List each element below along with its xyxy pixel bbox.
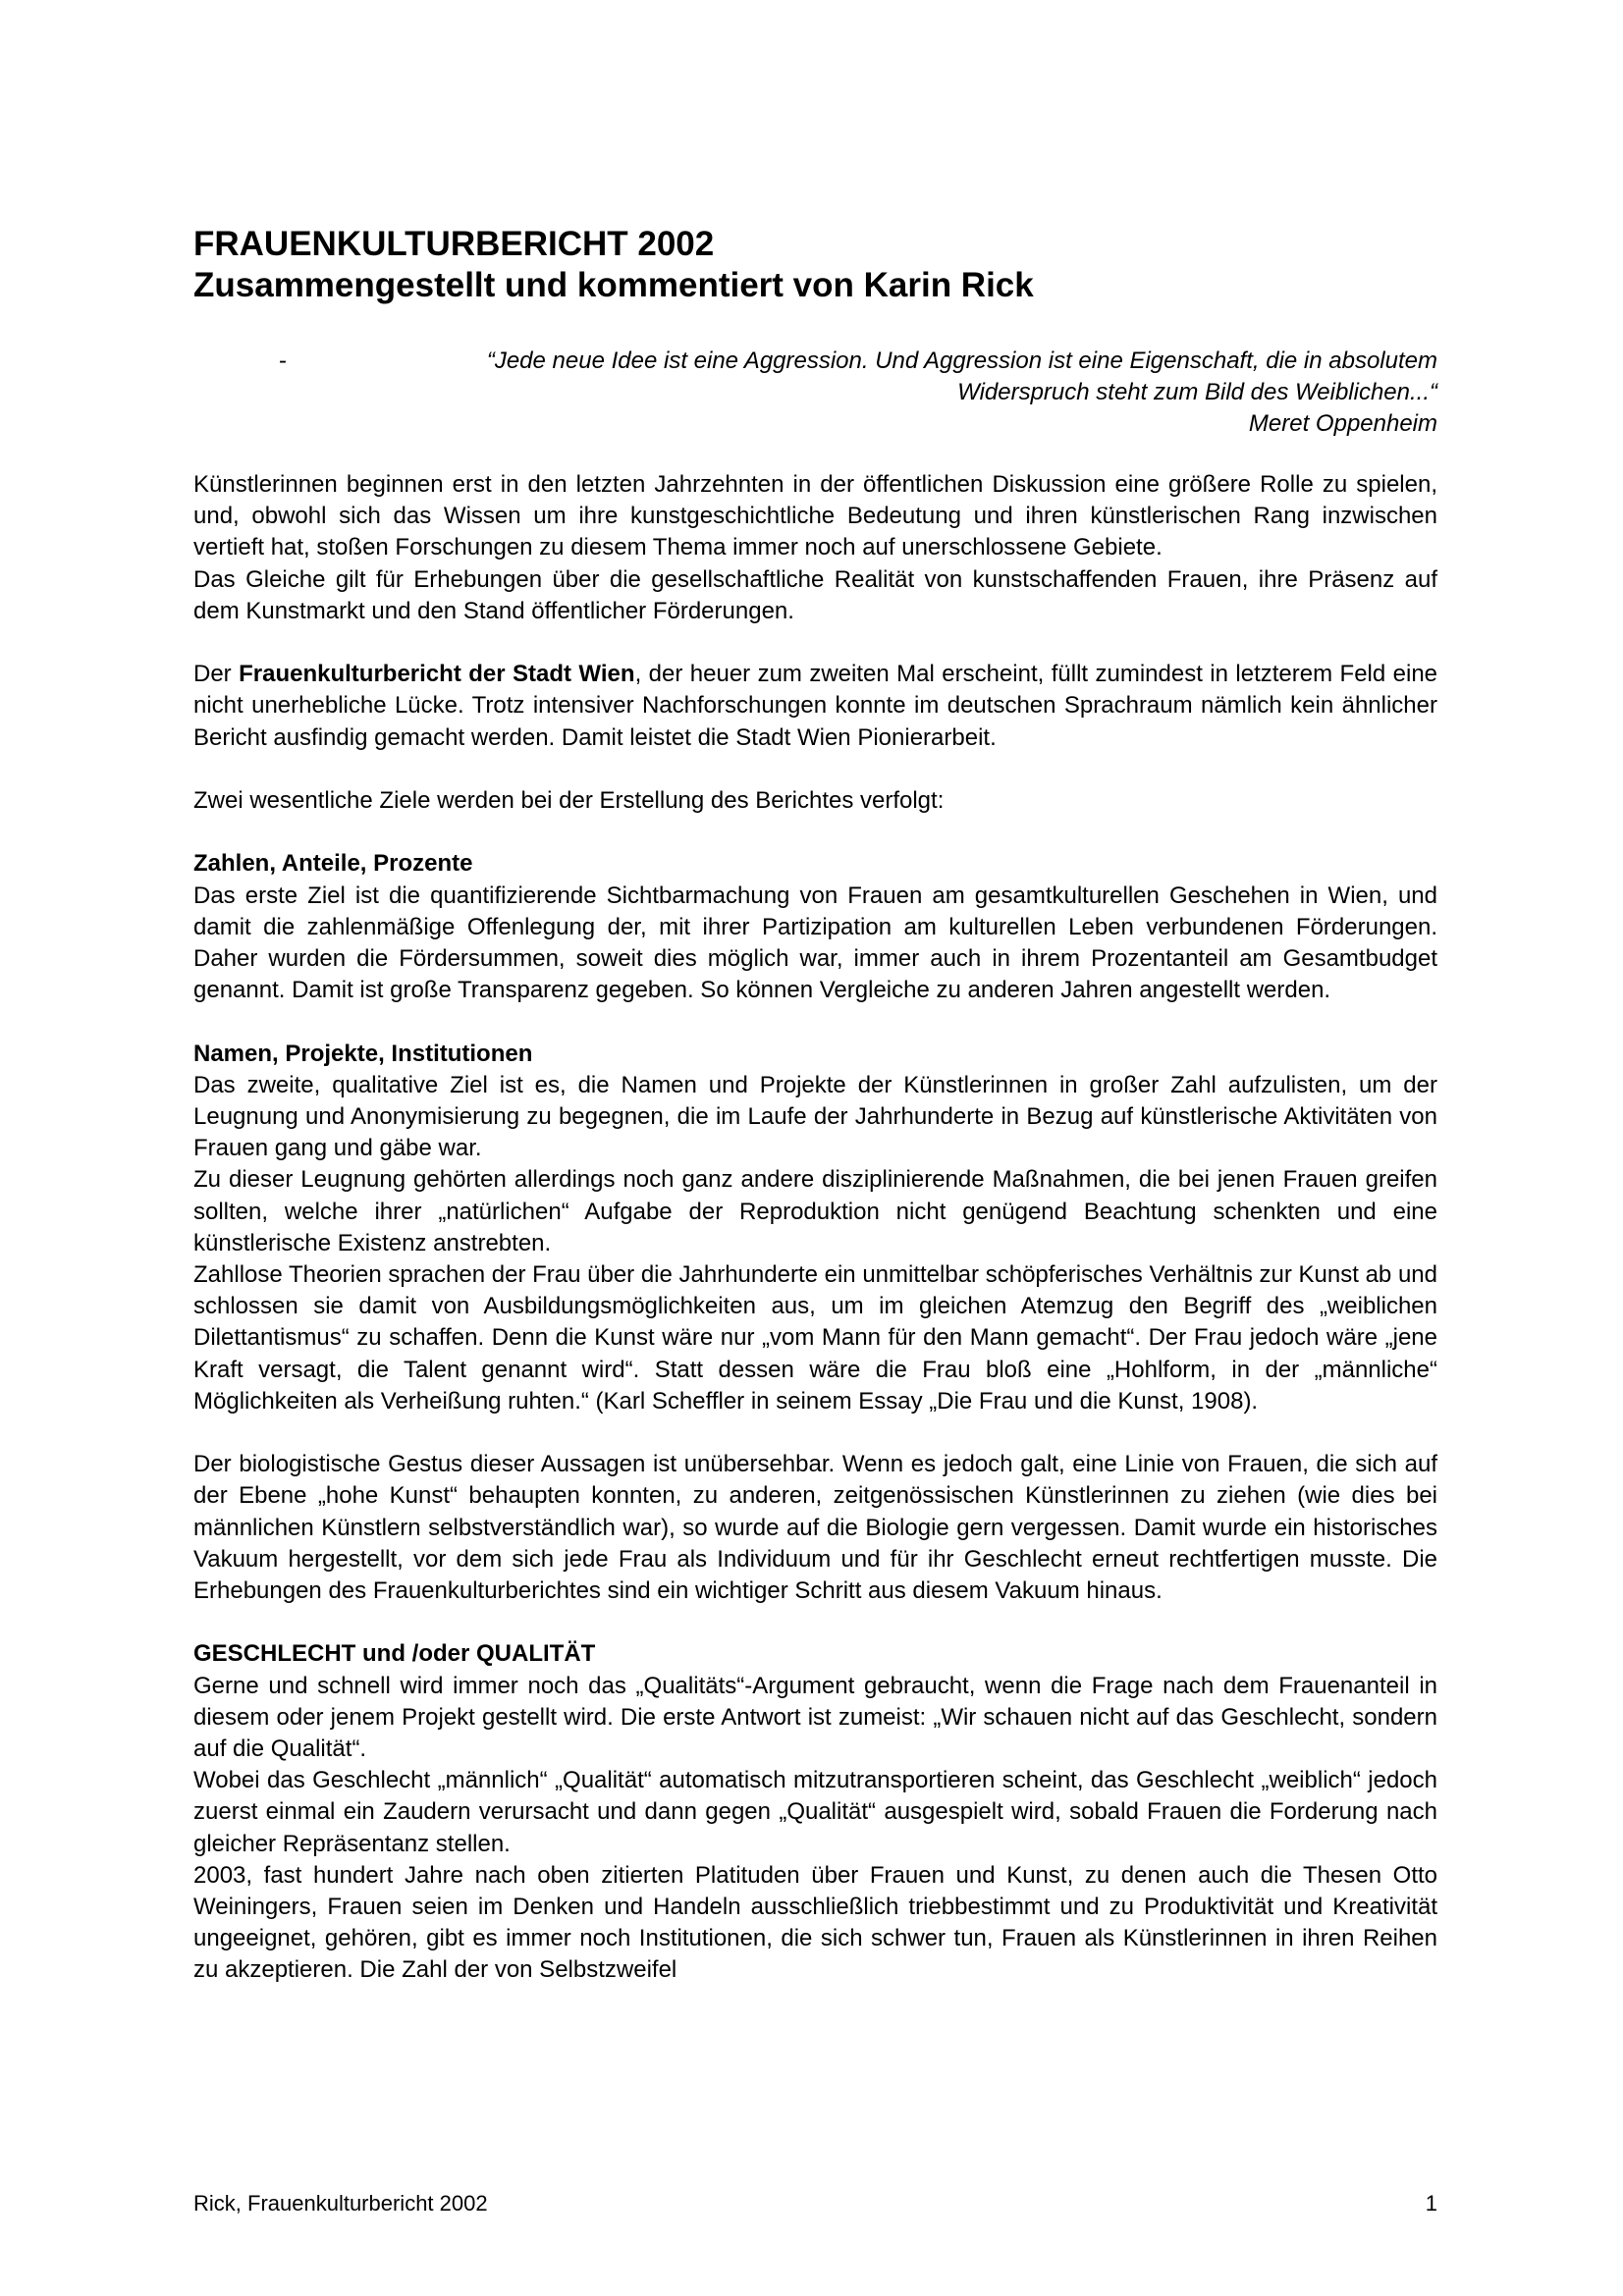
document-subtitle: Zusammengestellt und kommentiert von Karin Rick [193,266,1034,304]
paragraph: Das erste Ziel ist die quantifizierende Sichtbarmachung von Frauen am gesamtkulturellen Geschehen in Wien, und damit die zahlenmäßige Offenlegung der, mit ihrer Partizipation am kulturellen Leben verbundenen Förderungen. Daher wurden die Fördersummen, soweit dies möglich war, immer auch in ihrem Prozentanteil am Gesamtbudget genannt. Damit ist große Transparenz gegeben. So können Vergleiche zu anderen Jahren angestellt werden. [193,881,1437,1004]
paragraph: Das zweite, qualitative Ziel ist es, die Namen und Projekte der Künstlerinnen in großer Zahl aufzulisten, um der Leugnung und Anonymisierung zu begegnen, die im Laufe der Jahrhunderte in Bezug auf künstlerische Aktivitäten von Frauen gang und gäbe war. [193,1071,1437,1162]
paragraph: Der biologistische Gestus dieser Aussagen ist unübersehbar. Wenn es jedoch galt, eine Linie von Frauen, die sich auf der Ebene „hohe Kunst“ behaupten konnten, zu anderen, zeitgenössischen Künstlerinnen zu ziehen (wie dies bei männlichen Künstlern selbstverständlich war), so wurde auf die Biologie gern vergessen. Damit wurde ein historisches Vakuum hergestellt, vor dem sich jede Frau als Individuum und für ihr Geschlecht erneut rechtfertigen musste. Die Erhebungen des Frauenkulturberichtes sind ein wichtiger Schritt aus diesem Vakuum hinaus. [193,1451,1437,1605]
paragraph: Künstlerinnen beginnen erst in den letzten Jahrzehnten in der öffentlichen Diskussion eine größere Rolle zu spielen, und, obwohl sich das Wissen um ihre kunstgeschichtliche Bedeutung und ihren künstlerischen Rang inzwischen vertieft hat, stoßen Forschungen zu diesem Thema immer noch auf unerschlossene Gebiete. [193,471,1437,561]
quote-author: Meret Oppenheim [1248,410,1437,437]
paragraph-text: , der heuer zum zweiten Mal erscheint, füllt zumindest in letzterem Feld eine nicht unerhebliche Lücke. Trotz intensiver Nachforschungen konnte im deutschen Sprachraum nämlich kein ähnlicher Bericht ausfindig gemacht werden. Damit leistet die Stadt Wien Pionierarbeit. [193,661,1438,751]
document-title: FRAUENKULTURBERICHT 2002 [193,225,715,263]
paragraph: Zahllose Theorien sprachen der Frau über die Jahrhunderte ein unmittelbar schöpferisches Verhältnis zur Kunst ab und schlossen sie damit von Ausbildungsmöglichkeiten aus, um im gleichen Atemzug den Begriff des „weiblichen Dilettantismus“ zu schaffen. Denn die Kunst wäre nur „vom Mann für den Mann gemacht“. Der Frau jedoch wäre „jene Kraft versagt, die Talent genannt wird“. Statt dessen wäre die Frau bloß eine „Hohlform, in der „männliche“ Möglichkeiten als Verheißung ruhten.“ (Karl Scheffler in seinem Essay „Die Frau und die Kunst, 1908). [193,1261,1437,1415]
paragraph-text: Der [193,661,240,688]
paragraph: Gerne und schnell wird immer noch das „Qualitäts“-Argument gebraucht, wenn die Frage nach dem Frauenanteil in diesem oder jenem Projekt gestellt wird. Die erste Antwort ist zumeist: „Wir schauen nicht auf das Geschlecht, sondern auf die Qualität“. [193,1672,1437,1763]
body-text [193,469,1437,1987]
quote-line-1: “Jede neue Idee ist eine Aggression. Und Aggression ist eine Eigenschaft, die in absolutem [486,347,1437,374]
quote-line-2: Widerspruch steht zum Bild des Weiblichen...“ [957,379,1437,405]
epigraph-quote [193,346,1437,440]
paragraph: Zu dieser Leugnung gehörten allerdings noch ganz andere disziplinierende Maßnahmen, die bei jenen Frauen greifen sollten, welche ihrer „natürlichen“ Aufgabe der Reproduktion nicht genügend Beachtung schenkten und eine künstlerische Existenz anstrebten. [193,1166,1437,1256]
title-block [193,224,1437,306]
section-heading: GESCHLECHT und /oder QUALITÄT [193,1640,596,1668]
section-heading: Zahlen, Anteile, Prozente [193,850,473,878]
section-heading: Namen, Projekte, Institutionen [193,1040,533,1067]
paragraph: Wobei das Geschlecht „männlich“ „Qualität“ automatisch mitzutransportieren scheint, das Geschlecht „weiblich“ jedoch zuerst einmal ein Zaudern verursacht und dann gegen „Qualität“ ausgespielt wird, sobald Frauen die Forderung nach gleicher Repräsentanz stellen. [193,1767,1437,1857]
paragraph: Das Gleiche gilt für Erhebungen über die gesellschaftliche Realität von kunstschaffenden Frauen, ihre Präsenz auf dem Kunstmarkt und den Stand öffentlicher Förderungen. [193,565,1437,624]
quote-dash: - [279,347,287,374]
paragraph: 2003, fast hundert Jahre nach oben zitierten Platituden über Frauen und Kunst, zu denen auch die Thesen Otto Weiningers, Frauen seien im Denken und Handeln ausschließlich triebbestimmt und zu Produktivität und Kreativität ungeeignet, gehören, gibt es immer noch Institutionen, die sich schwer tun, Frauen als Künstlerinnen in ihren Reihen zu akzeptieren. Die Zahl der von Selbstzweifel [193,1861,1437,1984]
paragraph [193,659,1437,754]
page-number: 1 [1425,2191,1437,2216]
bold-term: Frauenkulturbericht der Stadt Wien [239,661,635,688]
paragraph: Zwei wesentliche Ziele werden bei der Erstellung des Berichtes verfolgt: [193,787,945,814]
footer-text: Rick, Frauenkulturbericht 2002 [193,2191,488,2216]
